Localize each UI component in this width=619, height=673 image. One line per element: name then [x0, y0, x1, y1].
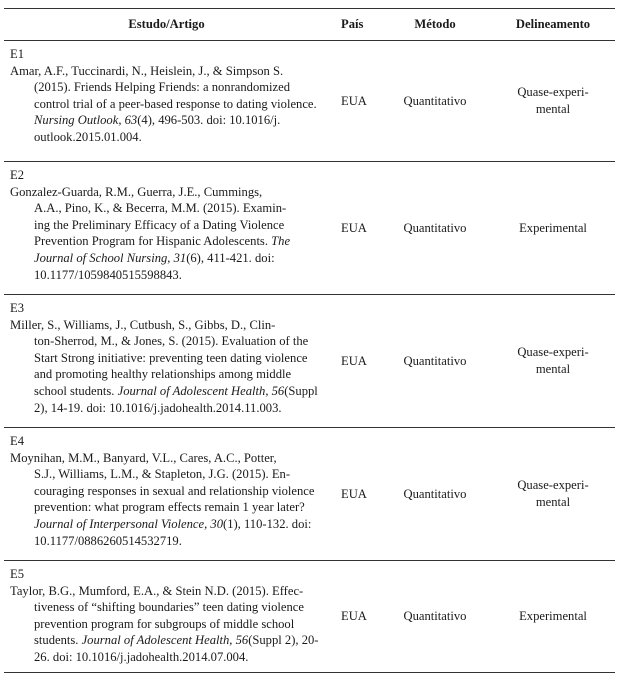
country-cell: EUA: [341, 220, 367, 235]
journal-name: Journal of School Nursing, 31: [34, 250, 187, 265]
study-reference: Amar, A.F., Tuccinardi, N., Heislein, J., & Simpson S. (2015). Friends Helping Friends: a nonrandomized control trial of a peer-based response to dating violence. Nursing Outlook, 63(4), 496-503. doi: 10.1016/j. outlook.2015.01.004.: [10, 63, 317, 144]
header-country: País: [337, 9, 379, 41]
study-id: E3: [10, 301, 24, 315]
study-id: E2: [10, 168, 24, 182]
header-method: Método: [379, 9, 491, 41]
header-study: Estudo/Artigo: [4, 9, 337, 41]
journal-name: Journal of Adolescent Health, 56: [117, 383, 285, 398]
country-cell: EUA: [341, 93, 367, 108]
study-cell: [4, 41, 337, 162]
country-cell: EUA: [341, 486, 367, 501]
study-cell: [4, 561, 337, 673]
study-reference: Taylor, B.G., Mumford, E.A., & Stein N.D. (2015). Effec- tiveness of “shifting boundaries” teen dating violence prevention program for subgroups of middle school students. Journal of Adolescent Health, 56(Suppl 2), 20- 26. doi: 10.1016/j.jadohealth.2014.07.004.: [10, 583, 319, 664]
method-cell: Quantitativo: [403, 220, 467, 235]
table-header-row: [4, 9, 615, 41]
table-row: [4, 561, 615, 673]
method-cell: Quantitativo: [403, 353, 467, 368]
study-cell: [4, 428, 337, 561]
header-design: Delineamento: [491, 9, 615, 41]
study-reference: Miller, S., Williams, J., Cutbush, S., Gibbs, D., Clin- ton-Sherrod, M., & Jones, S. (2015). Evaluation of the Start Strong initiative: preventing teen dating violence and promoting healthy relationships among middle school students. Journal of Adolescent Health, 56(Suppl 2), 14-19. doi: 10.1016/j.jadohealth.2014.11.003.: [10, 317, 318, 415]
table-body: [4, 41, 615, 673]
design-cell: Experimental: [519, 608, 587, 623]
studies-table: [4, 8, 615, 673]
study-reference: Gonzalez-Guarda, R.M., Guerra, J.E., Cummings, A.A., Pino, K., & Becerra, M.M. (2015). Examin- ing the Preliminary Efficacy of a Dating Violence Prevention Program for Hispanic Adolescents. The Journal of School Nursing, 31(6), 411-421. doi: 10.1177/1059840515598843.: [10, 184, 291, 282]
design-cell: Experimental: [519, 220, 587, 235]
table-row: [4, 41, 615, 162]
journal-name: Journal of Interpersonal Violence, 30: [34, 516, 223, 531]
study-cell: [4, 162, 337, 295]
table-row: [4, 162, 615, 295]
study-cell: [4, 295, 337, 428]
method-cell: Quantitativo: [403, 93, 467, 108]
method-cell: Quantitativo: [403, 486, 467, 501]
study-id: E5: [10, 567, 24, 581]
design-cell: Quase-experi- mental: [517, 85, 589, 116]
journal-name: Nursing Outlook, 63: [34, 113, 138, 128]
country-cell: EUA: [341, 353, 367, 368]
study-reference: Moynihan, M.M., Banyard, V.L., Cares, A.C., Potter, S.J., Williams, L.M., & Stapleton, J.G. (2015). En- couraging responses in sexual and relationship violence prevention: what program effects remain 1 year later? Journal of Interpersonal Violence, 30(1), 110-132. doi: 10.1177/0886260514532719.: [10, 450, 315, 548]
study-id: E1: [10, 47, 24, 61]
method-cell: Quantitativo: [403, 608, 467, 623]
design-cell: Quase-experi- mental: [517, 478, 589, 509]
table-row: [4, 295, 615, 428]
design-cell: Quase-experi- mental: [517, 345, 589, 376]
journal-name: The: [271, 234, 291, 249]
country-cell: EUA: [341, 608, 367, 623]
study-id: E4: [10, 434, 24, 448]
journal-name: Journal of Adolescent Health, 56: [81, 633, 249, 648]
table-row: [4, 428, 615, 561]
